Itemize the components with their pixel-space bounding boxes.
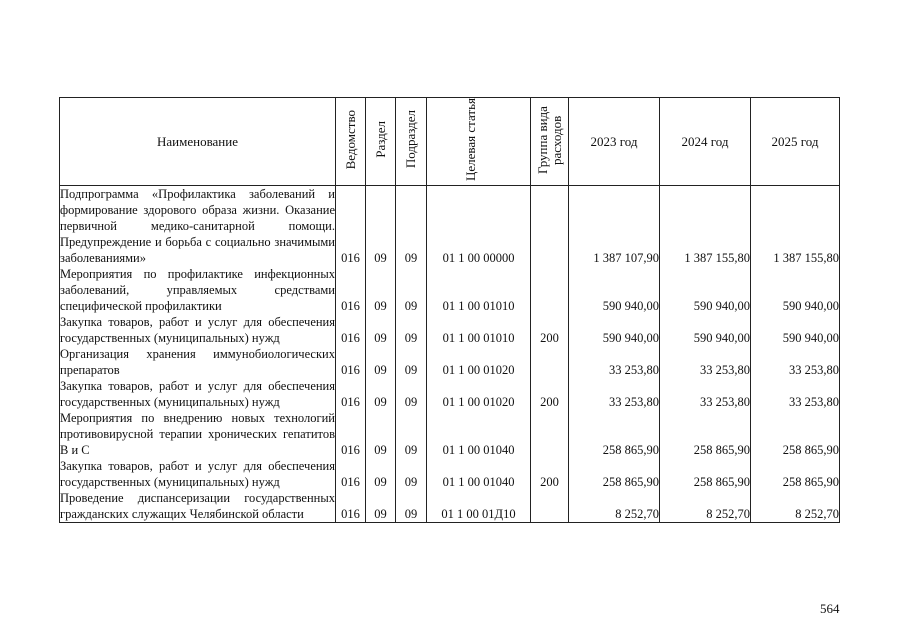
row-2023: 258 865,90 — [569, 410, 660, 458]
row-name: Мероприятия по профилактике инфекционных заболеваний, управляемых средствами специфической профилактики — [60, 267, 335, 314]
row-expense-group: 200 — [531, 314, 569, 346]
row-section: 09 — [366, 186, 396, 267]
row-target-item: 01 1 00 01Д10 — [427, 490, 531, 523]
table-row — [60, 314, 840, 346]
row-subsection: 09 — [396, 346, 427, 378]
row-target-item: 01 1 00 01040 — [427, 458, 531, 490]
row-2025: 1 387 155,80 — [751, 186, 840, 267]
row-dept: 016 — [336, 490, 366, 523]
row-expense-group — [531, 186, 569, 267]
row-target-item: 01 1 00 01020 — [427, 378, 531, 410]
header-2024: 2024 год — [660, 98, 751, 186]
row-name: Закупка товаров, работ и услуг для обеспечения государственных (муниципальных) нужд — [60, 459, 335, 490]
budget-table — [59, 97, 840, 523]
row-2025: 8 252,70 — [751, 490, 840, 523]
row-target-item: 01 1 00 01010 — [427, 314, 531, 346]
row-subsection: 09 — [396, 490, 427, 523]
row-2024: 590 940,00 — [660, 266, 751, 314]
row-dept: 016 — [336, 346, 366, 378]
row-dept: 016 — [336, 410, 366, 458]
row-name: Подпрограмма «Профилактика заболеваний и формирование здорового образа жизни. Оказание первичной медико-санитарной помощи. Предупреждение и борьба с социально значимыми заболеваниями» — [60, 187, 335, 266]
row-2024: 590 940,00 — [660, 314, 751, 346]
row-2025: 258 865,90 — [751, 410, 840, 458]
row-dept: 016 — [336, 266, 366, 314]
table-row — [60, 458, 840, 490]
row-section: 09 — [366, 410, 396, 458]
header-name: Наименование — [60, 98, 336, 186]
row-name: Закупка товаров, работ и услуг для обеспечения государственных (муниципальных) нужд — [60, 315, 335, 346]
row-dept: 016 — [336, 378, 366, 410]
row-dept: 016 — [336, 186, 366, 267]
row-subsection: 09 — [396, 186, 427, 267]
header-row — [60, 98, 840, 186]
row-2024: 258 865,90 — [660, 410, 751, 458]
row-expense-group — [531, 410, 569, 458]
row-2025: 33 253,80 — [751, 346, 840, 378]
row-target-item: 01 1 00 01020 — [427, 346, 531, 378]
page-number: 564 — [820, 601, 840, 616]
table-row — [60, 346, 840, 378]
row-2023: 33 253,80 — [569, 378, 660, 410]
row-2025: 590 940,00 — [751, 314, 840, 346]
header-expense-group: Группа вида расходов — [531, 98, 569, 186]
row-section: 09 — [366, 378, 396, 410]
row-expense-group — [531, 266, 569, 314]
row-2023: 8 252,70 — [569, 490, 660, 523]
row-expense-group — [531, 346, 569, 378]
table-row — [60, 378, 840, 410]
row-expense-group: 200 — [531, 458, 569, 490]
row-2023: 258 865,90 — [569, 458, 660, 490]
row-subsection: 09 — [396, 410, 427, 458]
row-subsection: 09 — [396, 266, 427, 314]
row-subsection: 09 — [396, 378, 427, 410]
row-target-item: 01 1 00 00000 — [427, 186, 531, 267]
row-subsection: 09 — [396, 314, 427, 346]
header-section: Раздел — [366, 98, 396, 186]
row-section: 09 — [366, 266, 396, 314]
table-row — [60, 266, 840, 314]
row-name: Закупка товаров, работ и услуг для обеспечения государственных (муниципальных) нужд — [60, 379, 335, 410]
row-2025: 590 940,00 — [751, 266, 840, 314]
table-row — [60, 490, 840, 523]
row-section: 09 — [366, 490, 396, 523]
table-row — [60, 186, 840, 267]
row-dept: 016 — [336, 458, 366, 490]
row-expense-group — [531, 490, 569, 523]
row-name: Проведение диспансеризации государственных гражданских служащих Челябинской области — [60, 491, 335, 522]
header-2023: 2023 год — [569, 98, 660, 186]
row-2025: 33 253,80 — [751, 378, 840, 410]
row-2025: 258 865,90 — [751, 458, 840, 490]
row-target-item: 01 1 00 01010 — [427, 266, 531, 314]
row-target-item: 01 1 00 01040 — [427, 410, 531, 458]
header-target-item: Целевая статья — [427, 98, 531, 186]
row-section: 09 — [366, 458, 396, 490]
row-2024: 1 387 155,80 — [660, 186, 751, 267]
row-2023: 590 940,00 — [569, 266, 660, 314]
row-dept: 016 — [336, 314, 366, 346]
row-2024: 8 252,70 — [660, 490, 751, 523]
header-2025: 2025 год — [751, 98, 840, 186]
row-2023: 590 940,00 — [569, 314, 660, 346]
row-expense-group: 200 — [531, 378, 569, 410]
row-2024: 33 253,80 — [660, 346, 751, 378]
row-section: 09 — [366, 314, 396, 346]
row-2024: 258 865,90 — [660, 458, 751, 490]
row-name: Организация хранения иммунобиологических препаратов — [60, 347, 335, 378]
row-2024: 33 253,80 — [660, 378, 751, 410]
row-subsection: 09 — [396, 458, 427, 490]
row-section: 09 — [366, 346, 396, 378]
header-subsection: Подраздел — [396, 98, 427, 186]
table-row — [60, 410, 840, 458]
header-dept: Ведомство — [336, 98, 366, 186]
row-2023: 1 387 107,90 — [569, 186, 660, 267]
row-name: Мероприятия по внедрению новых технологий противовирусной терапии хронических гепатитов В и С — [60, 411, 335, 458]
row-2023: 33 253,80 — [569, 346, 660, 378]
